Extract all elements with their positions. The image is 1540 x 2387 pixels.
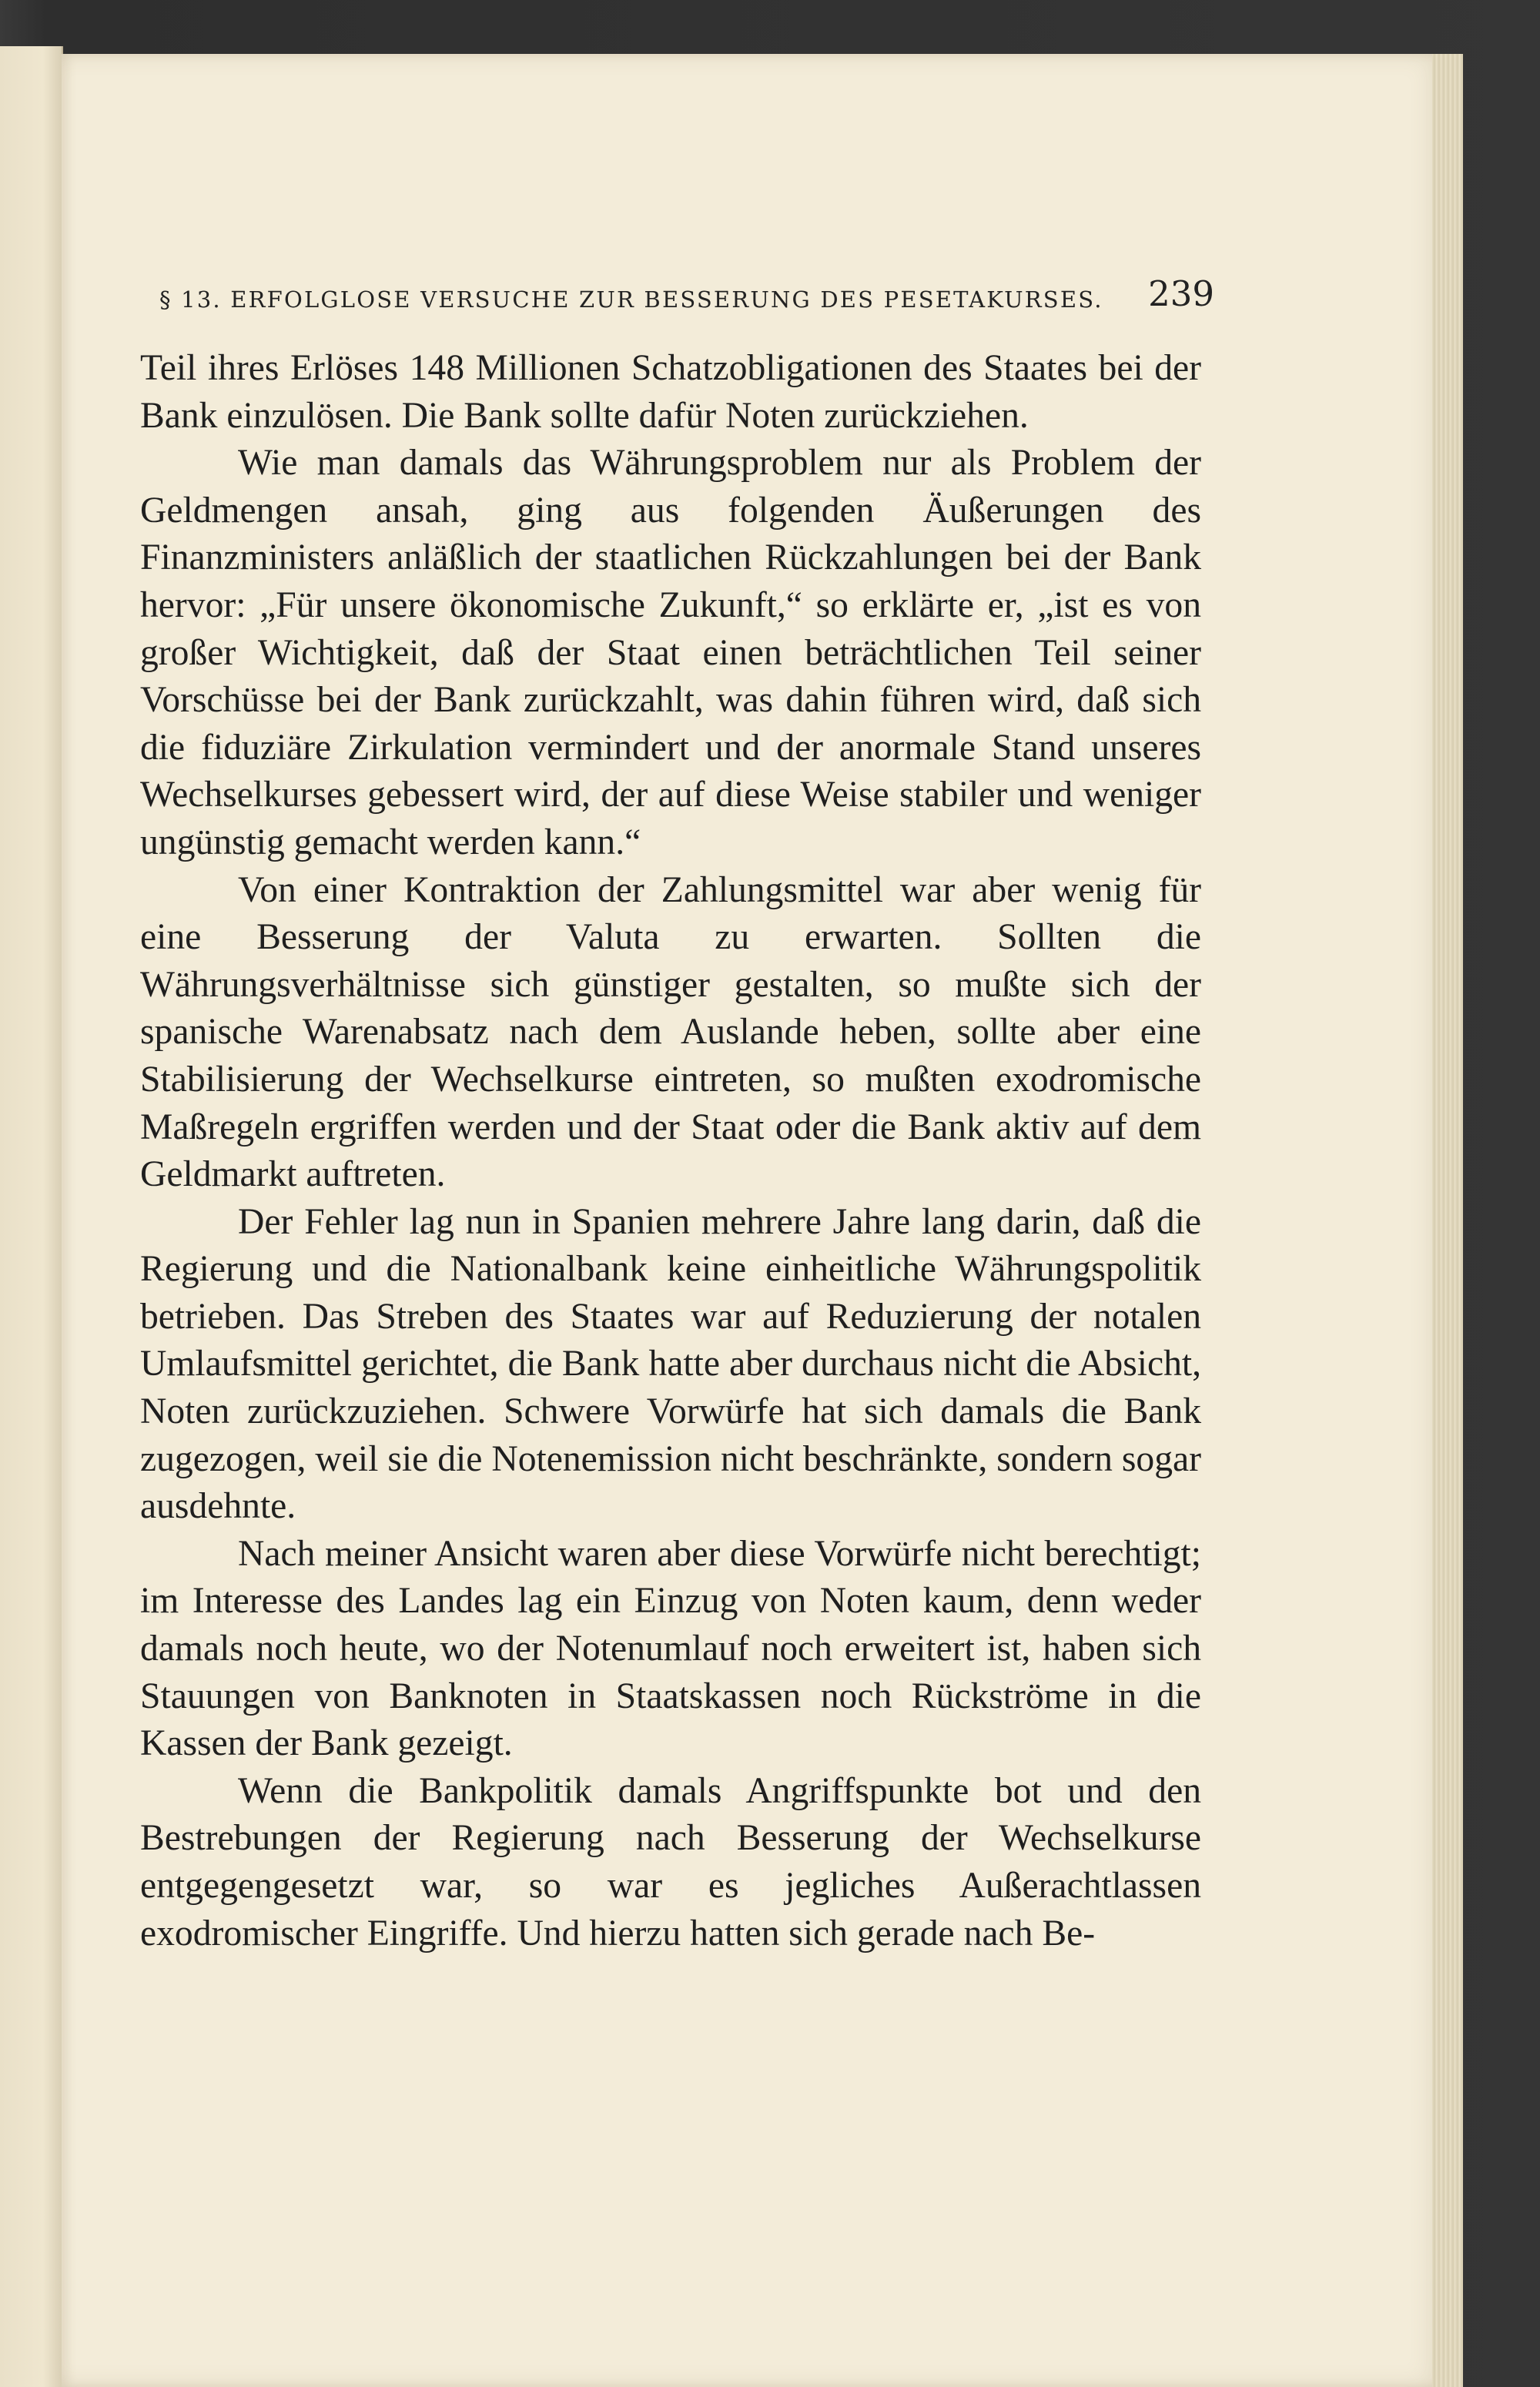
paragraph-5: Nach meiner Ansicht waren aber diese Vorwürfe nicht berechtigt; im Interesse des Landes lag ein Einzug von Noten kaum, denn weder damals noch heute, wo der Notenumlauf noch erweitert ist, haben sich Stauungen von Banknoten in Staatskassen noch Rückströme in die Kassen der Bank gezeigt.	[140, 1533, 1201, 1764]
page-header	[159, 270, 1214, 323]
paragraph-1: Teil ihres Erlöses 148 Millionen Schatzobligationen des Staates bei der Bank einzulösen. Die Bank sollte dafür Noten zurückziehen.	[140, 348, 1201, 436]
paragraph-3: Von einer Kontraktion der Zahlungsmittel war aber wenig für eine Besserung der Valuta zu erwarten. Sollten die Währungsverhältnisse sich günstiger gestalten, so mußte sich der spanische Warenabsatz nach dem Auslande heben, sollte aber eine Stabilisierung der Wechselkurse eintreten, so mußten exodromische Maßregeln ergriffen werden und der Staat oder die Bank aktiv auf dem Geldmarkt auftreten.	[140, 869, 1201, 1195]
paragraph-4: Der Fehler lag nun in Spanien mehrere Jahre lang darin, daß die Regierung und die Nationalbank keine einheitliche Währungspolitik betrieben. Das Streben des Staates war auf Reduzierung der notalen Umlaufsmittel gerichtet, die Bank hatte aber durchaus nicht die Absicht, Noten zurückzuziehen. Schwere Vorwürfe hat sich damals die Bank zugezogen, weil sie die Notenemission nicht beschränkte, sondern sogar ausdehnte.	[140, 1201, 1201, 1527]
running-head: § 13. ERFOLGLOSE VERSUCHE ZUR BESSERUNG DES PESETAKURSES.	[159, 286, 1103, 313]
body-text	[140, 345, 1201, 1957]
page-stack-edge	[1432, 54, 1463, 2387]
page-number: 239	[1148, 273, 1214, 314]
paragraph-6: Wenn die Bankpolitik damals Angriffspunkte bot und den Bestrebungen der Regierung nach Besserung der Wechselkurse entgegengesetzt war, so war es jegliches Außerachtlassen exodromischer Eingriffe. Und hierzu hatten sich gerade nach Be-	[140, 1770, 1201, 1953]
paragraph-2: Wie man damals das Währungsproblem nur als Problem der Geldmengen ansah, ging aus folgenden Äußerungen des Finanzministers anläßlich der staatlichen Rückzahlungen bei der Bank hervor: „Für unsere ökonomische Zukunft,“ so erklärte er, „ist es von großer Wichtigkeit, daß der Staat einen beträchtlichen Teil seiner Vorschüsse bei der Bank zurückzahlt, was dahin führen wird, daß sich die fiduziäre Zirkulation vermindert und der anormale Stand unseres Wechselkurses gebessert wird, der auf diese Weise stabiler und weniger ungünstig gemacht werden kann.“	[140, 443, 1201, 862]
adjacent-page-edge	[0, 46, 63, 2387]
